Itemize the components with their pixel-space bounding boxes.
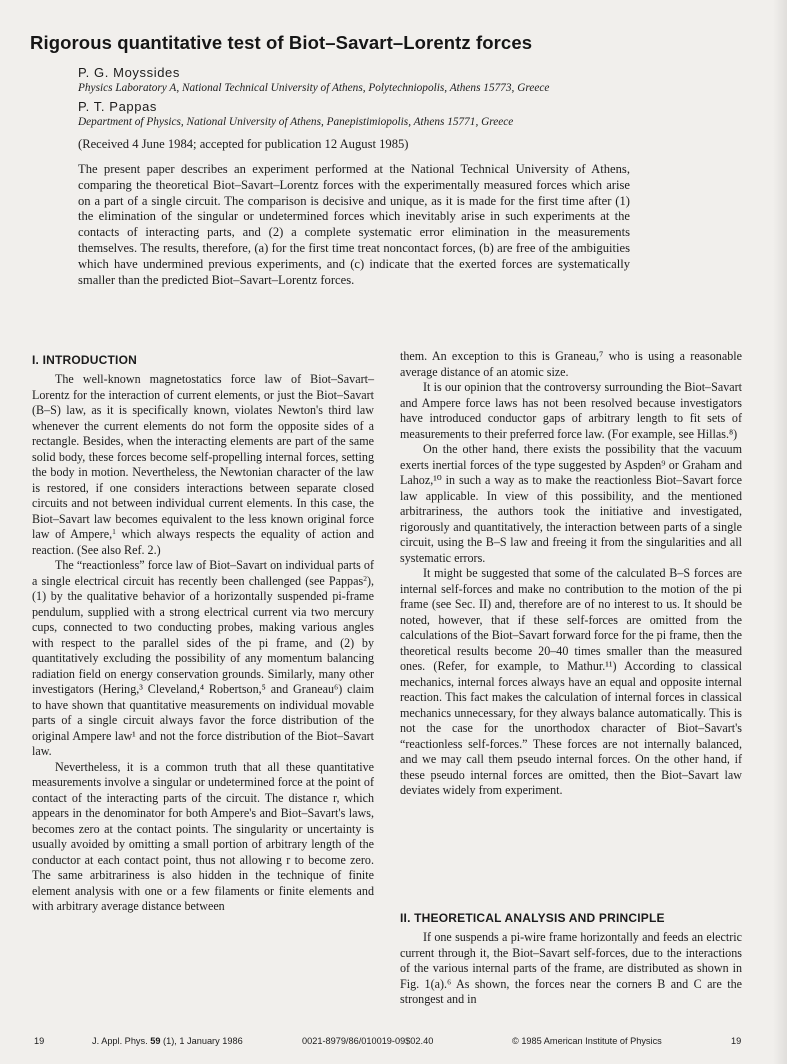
- paragraph-text: It is our opinion that the controversy surrounding the Biot–Savart and Ampere force laws has not been resolved because investigators have introduced conductor gaps of arbitrary length to fit sets of measurements to their preferred force law. (For example, see Hillas.⁸): [400, 380, 742, 441]
- paper-title: Rigorous quantitative test of Biot–Savart–Lorentz forces: [30, 32, 533, 53]
- paragraph: [400, 930, 742, 1008]
- reference-superscript: 1: [112, 527, 116, 536]
- footer-copyright: © 1985 American Institute of Physics: [512, 1036, 662, 1046]
- footer-article-code: 0021-8979/86/010019-09$02.40: [302, 1036, 434, 1046]
- paragraph-text: Nevertheless, it is a common truth that all these quantitative measurements involve a singular or undetermined force at the point of contact of the interacting parts of the circuit. The distance r, which appears in the denominator for both Ampere's and Biot–Savart's laws, becomes zero at the contact points. The singularity or uncertainty is usually avoided by omitting a small portion of arbitrary length of the conductor at each contact point, thus not allowing r to become zero. The same arbitrariness is also hidden in the technique of finite element analysis with one or a few filaments or finite elements and with arbitrary average distance between: [32, 759, 374, 913]
- paragraph: [400, 349, 742, 380]
- paragraph-text: The well-known magnetostatics force law of Biot–Savart–Lorentz for the interaction of current elements, or just the Biot–Savart (B–S) law, as it is specifically known, violates Newton's third law whenever the current elements do not form the opposite sides of a rectangle. Besides, when the interacting elements are part of the same solid body, these forces become self-propelling internal forces, setting the body in motion. Nevertheless, the Newtonian character of the law is restored, if one considers interactions between separate closed circuits and not between individual current elements. In this case, the Biot–Savart law becomes equivalent to the less known original force law of Ampere,: [32, 372, 374, 541]
- paragraph-text: It might be suggested that some of the calculated B–S forces are internal self-forces and make no contribution to the motion of the pi frame (see Sec. II) and, therefore are of no interest to us. It should be noted, however, that if these self-forces are omitted from the calculations of the Biot–Savart forward force for the pi frame, then the theoretical results become 20–40 times smaller than the measured ones. (Refer, for example, to Mathur.¹¹) According to classical mechanics, internal forces always have an equal and opposite internal reaction. This fact makes the calculation of internal forces in classical mechanics unnecessary, for they always balance automatically. This is not the case for the unorthodox character of Biot–Savart's “reactionless self-forces.” These forces are not internally balanced, and we may call them pseudo internal forces. On the other hand, if these pseudo internal forces are omitted, then the Biot–Savart law deviates widely from experiment.: [400, 566, 742, 797]
- author-1-affiliation: Physics Laboratory A, National Technical University of Athens, Polytechniopolis, Athens 15773, Greece: [78, 82, 550, 94]
- footer-page-number-left: 19: [34, 1036, 45, 1046]
- journal-volume: 59: [150, 1036, 161, 1046]
- paragraph: [400, 380, 742, 442]
- footer-page-number-right: 19: [731, 1036, 742, 1046]
- paragraph: [32, 558, 374, 760]
- footer-journal: [92, 1036, 243, 1046]
- section-heading-introduction: I. INTRODUCTION: [32, 353, 137, 367]
- paragraph: [32, 760, 374, 915]
- paragraph-text: If one suspends a pi-wire frame horizontally and feeds an electric current through it, the Biot–Savart self-forces, due to the interactions of the various internal parts of the frame, are distributed as shown in Fig. 1(a).⁶ As shown, the forces near the corners B and C are the strongest and in: [400, 930, 742, 1006]
- reference-superscript: 2: [363, 573, 367, 583]
- paragraph-text: which always respects the equality of action and reaction. (See also Ref. 2.): [32, 527, 375, 557]
- received-dates: (Received 4 June 1984; accepted for publication 12 August 1985): [78, 137, 409, 151]
- journal-issue: (1), 1 January 1986: [163, 1036, 243, 1046]
- abstract: The present paper describes an experiment performed at the National Technical University of Athens, comparing the theoretical Biot–Savart–Lorentz forces with the experimentally measured forces which arise on a part of a single circuit. The comparison is decisive and unique, as it is made for the first time after (1) the elimination of the singular or undetermined forces which inevitably arise in such experiments at the contacts of interacting parts, and (2) a complete systematic error elimination in the measurements themselves. The results, therefore, (a) for the first time treat noncontact forces, (b) are free of the ambiguities which have undermined previous experiments, and (c) indicate that the exerted forces are systematically smaller than the predicted Biot–Savart–Lorentz forces.: [78, 162, 630, 287]
- paragraph: [32, 372, 374, 558]
- theory-section: [400, 930, 742, 1008]
- paragraph-text: On the other hand, there exists the possibility that the vacuum exerts inertial forces of the type suggested by Aspden⁹ or Graham and Lahoz,¹⁰ in such a way as to make the reactionless Biot–Savart force law applicable. In view of this possibility, and the mentioned arbitrariness, the authors took the initiative and investigated, rigorously and quantitatively, the interaction between parts of a single circuit, using the B–S law and freeing it from the singularities and all systematic errors.: [400, 442, 742, 565]
- paragraph-text: them. An exception to this is Graneau,⁷ who is using a reasonable average distance of an atomic size.: [400, 349, 742, 379]
- left-column: [32, 372, 374, 915]
- journal-name: J. Appl. Phys.: [92, 1036, 148, 1046]
- right-column: [400, 349, 742, 799]
- paragraph-text: The “reactionless” force law of Biot–Savart on individual parts of a single electrical circuit has recently been challenged (see Pappas: [32, 558, 374, 588]
- paragraph: [400, 566, 742, 799]
- section-heading-theory: II. THEORETICAL ANALYSIS AND PRINCIPLE: [400, 911, 665, 925]
- author-2-name: P. T. Pappas: [78, 99, 157, 114]
- paragraph-text: ), (1) by the qualitative behavior of a horizontally suspended pi-frame pendulum, supplied with a strong electrical current via two mercury cups, connected to two conducting probes, making various angles with respect to the parallel sides of the pi frame, and (2) by quantitatively excluding the possibility of any momentum balancing radiation field on energy conservation grounds. Similarly, many other investigators (Hering,³ Cleveland,⁴ Robertson,⁵ and Graneau⁶) claim to have shown that quantitative measurements on individual movable parts of a single circuit always favor the force distribution of the original Ampere law¹ and not the force distribution of the Biot–Savart law.: [32, 573, 374, 758]
- author-2-affiliation: Department of Physics, National University of Athens, Panepistimiopolis, Athens 15771, Greece: [78, 116, 514, 128]
- author-1-name: P. G. Moyssides: [78, 65, 180, 80]
- paragraph: [400, 442, 742, 566]
- scan-edge-shadow: [773, 0, 787, 1064]
